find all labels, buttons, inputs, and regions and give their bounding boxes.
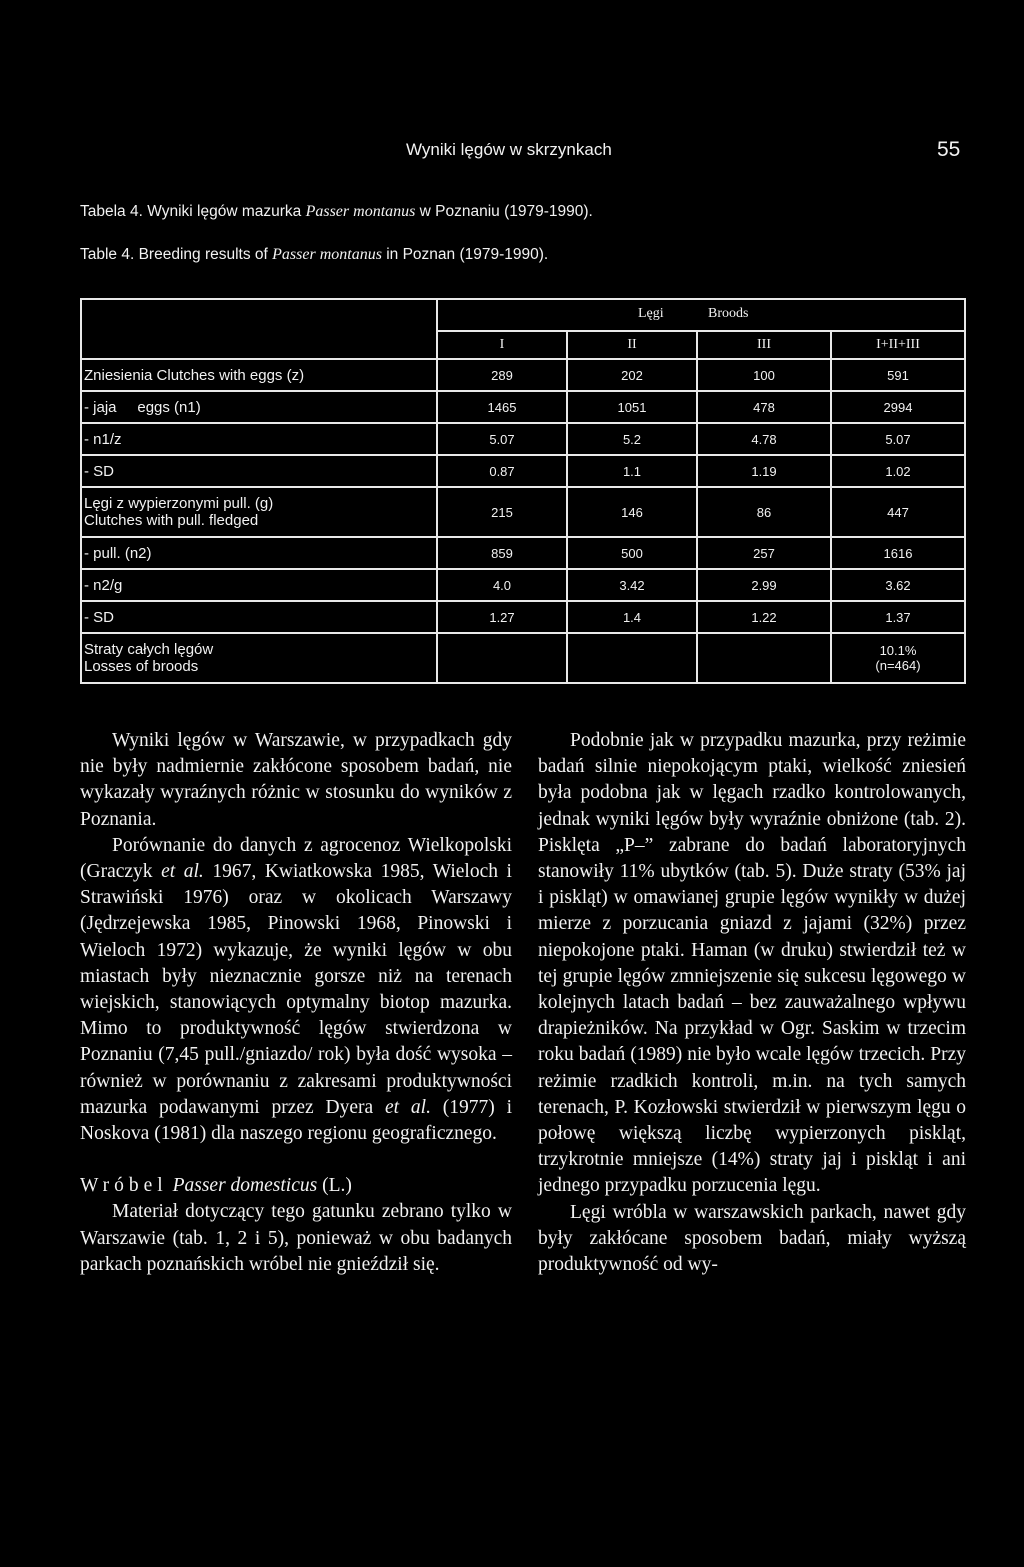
- row-label: - n2/g: [81, 569, 437, 601]
- table-cell: 1.4: [567, 601, 697, 633]
- paragraph: Porównanie do danych z agrocenoz Wielkopolski (Graczyk et al. 1967, Kwiatkowska 1985, Wieloch i Strawiński 1976) oraz w okolicach Warszawy (Jędrzejewska 1985, Pinowski 1968, Pinowski i Wieloch 1972) wykazuje, że wyniki lęgów w obu miastach były nieznacznie gorsze niż na terenach wiejskich, stanowiących optymalny biotop mazurka. Mimo to produktywność lęgów stwierdzona w Poznaniu (7,45 pull./gniazdo/ rok) była dość wysoka – również w porównaniu z zakresami produktywności mazurka podawanymi przez Dyera et al. (1977) i Noskova (1981) dla naszego regionu geograficznego.: [80, 834, 513, 1145]
- table-cell: 3.42: [567, 569, 697, 601]
- table-cell: 146: [567, 487, 697, 537]
- table-header-group: [81, 299, 965, 331]
- table-cell: 1616: [831, 537, 965, 569]
- table-cell: [697, 633, 831, 683]
- paragraph: Materiał dotyczący tego gatunku zebrano tylko w Warszawie (tab. 1, 2 i 5), ponieważ w obu badanych parkach poznańskich wróbel nie gnieździł się.: [80, 1201, 512, 1275]
- table-row: [81, 569, 965, 601]
- table-cell: 500: [567, 537, 697, 569]
- table-cell: 5.07: [437, 423, 567, 455]
- row-label: Zniesienia Clutches with eggs (z): [81, 359, 437, 391]
- broods-group-header: Lęgi Broods: [437, 299, 965, 331]
- table-cell: 1.27: [437, 601, 567, 633]
- table-row: [81, 601, 965, 633]
- running-header: [0, 140, 1024, 166]
- table-cell: 4.0: [437, 569, 567, 601]
- paragraph: Lęgi wróbla w warszawskich parkach, nawet gdy były zakłócane sposobem badań, miały wyższą produktywność od wy-: [538, 1201, 966, 1276]
- table-cell: 215: [437, 487, 567, 537]
- table-cell: [567, 633, 697, 683]
- running-title: Wyniki lęgów w skrzynkach: [406, 140, 612, 159]
- table-cell: 1051: [567, 391, 697, 423]
- table-row: [81, 455, 965, 487]
- table-cell: 5.2: [567, 423, 697, 455]
- table-corner: [81, 299, 437, 359]
- table-cell: 4.78: [697, 423, 831, 455]
- table-caption-en: Table 4. Breeding results of Passer montanus in Poznan (1979-1990).: [80, 246, 549, 263]
- table-caption-pl: Tabela 4. Wyniki lęgów mazurka Passer montanus w Poznaniu (1979-1990).: [80, 203, 593, 220]
- table-cell: 1.22: [697, 601, 831, 633]
- row-label: Lęgi z wypierzonymi pull. (g) Clutches with pull. fledged: [81, 487, 437, 537]
- table-cell: 2.99: [697, 569, 831, 601]
- table-cell: 2994: [831, 391, 965, 423]
- column-header: II: [567, 331, 697, 359]
- table-cell: 1.02: [831, 455, 965, 487]
- paragraph: Podobnie jak w przypadku mazurka, przy reżimie badań silnie niepokojącym ptaki, wielkość zniesień była podobna jak w lęgach rzadko kontrolowanych, jednak wyniki lęgów były wyraźnie obniżone (tab. 2). Pisklęta „P–” zabrane do badań laboratoryjnych stanowiły 11% ubytków (tab. 5). Duże straty (53% jaj i piskląt) w omawianej grupie lęgów wynikły w dużej mierze z porzucania gniazd z jajami (32%) przez niepokojone ptaki. Haman (w druku) stwierdził też w tej grupie lęgów zmniejszenie się sukcesu lęgowego w kolejnych latach badań – bez zauważalnego wpływu drapieżników. Na przykład w Ogr. Saskim w trzecim roku badań (1989) nie było wcale lęgów trzecich. Przy reżimie rzadkich kontroli, m.in. na tych samych terenach, P. Kozłowski stwierdził w pierwszym lęgu o połowę większą liczbę wypierzonych piskląt, trzykrotnie mniejsze (14%) straty jaj i piskląt i ani jednego przypadku porzucenia lęgu.: [538, 730, 966, 1197]
- column-header: I+II+III: [831, 331, 965, 359]
- row-label: - SD: [81, 455, 437, 487]
- table-cell: 0.87: [437, 455, 567, 487]
- row-label: - n1/z: [81, 423, 437, 455]
- table-cell: 1.37: [831, 601, 965, 633]
- table-cell: 202: [567, 359, 697, 391]
- table-cell: 5.07: [831, 423, 965, 455]
- paragraph: Wyniki lęgów w Warszawie, w przypadkach gdy nie były nadmiernie zakłócone sposobem badań, nie wykazały wyraźnych różnic w stosunku do wyników z Poznania.: [80, 730, 512, 830]
- table-row: [81, 359, 965, 391]
- row-label: Straty całych lęgów Losses of broods: [81, 633, 437, 683]
- row-label: - jaja eggs (n1): [81, 391, 437, 423]
- row-label: - pull. (n2): [81, 537, 437, 569]
- table-cell: 1465: [437, 391, 567, 423]
- table-cell: 1.1: [567, 455, 697, 487]
- row-label: - SD: [81, 601, 437, 633]
- table-cell: 447: [831, 487, 965, 537]
- table-cell: [437, 633, 567, 683]
- left-text-column: [80, 728, 512, 1278]
- table-cell: 289: [437, 359, 567, 391]
- table-cell: 86: [697, 487, 831, 537]
- table-cell: 10.1% (n=464): [831, 633, 965, 683]
- table-cell: 100: [697, 359, 831, 391]
- column-header: III: [697, 331, 831, 359]
- table-row: [81, 487, 965, 537]
- table-row: [81, 423, 965, 455]
- table-row: [81, 537, 965, 569]
- table-cell: 591: [831, 359, 965, 391]
- table-cell: 859: [437, 537, 567, 569]
- table-cell: 3.62: [831, 569, 965, 601]
- table-row: [81, 391, 965, 423]
- table-cell: 478: [697, 391, 831, 423]
- table-row: [81, 633, 965, 683]
- column-header: I: [437, 331, 567, 359]
- page-number: 55: [937, 138, 961, 161]
- table-cell: 1.19: [697, 455, 831, 487]
- species-heading: Wróbel Passer domesticus (L.): [80, 1175, 352, 1197]
- table-cell: 257: [697, 537, 831, 569]
- breeding-results-table: [80, 298, 966, 684]
- right-text-column: [538, 728, 966, 1278]
